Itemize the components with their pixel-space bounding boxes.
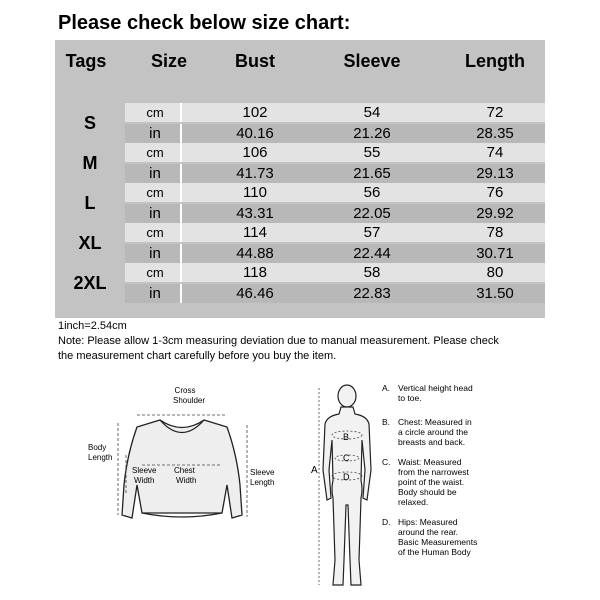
length-value: 74 — [486, 144, 504, 161]
unit-label: in — [149, 165, 161, 182]
size-chart-table — [55, 40, 545, 318]
marker-b: B — [343, 432, 350, 442]
length-value: 31.50 — [476, 285, 514, 302]
header-sleeve: Sleeve — [343, 50, 401, 71]
length-value: 28.35 — [476, 125, 514, 142]
body-measurement-diagram — [305, 380, 385, 595]
chest-width-label-2: Width — [176, 476, 197, 485]
sleeve-length-label-2: Length — [250, 478, 275, 487]
legend-text — [398, 383, 473, 403]
legend-item — [382, 417, 472, 447]
legend-line: breasts and back. — [398, 437, 466, 447]
legend-item — [382, 517, 477, 557]
legend-line: Body should be — [398, 487, 457, 497]
legend-line: a circle around the — [398, 427, 468, 437]
bust-value: 40.16 — [236, 125, 274, 142]
bust-value: 41.73 — [236, 165, 274, 182]
bust-value: 110 — [243, 184, 267, 201]
marker-a: A — [311, 465, 318, 476]
header-tags: Tags — [65, 50, 107, 71]
legend-text — [398, 517, 477, 557]
column-separator — [180, 183, 182, 202]
legend-text — [398, 417, 472, 447]
legend-line: point of the waist. — [398, 477, 465, 487]
legend-line: Basic Measurements — [398, 537, 478, 547]
bust-value: 106 — [242, 144, 268, 161]
legend-line: from the narrowest — [398, 467, 469, 477]
unit-label: in — [149, 205, 161, 222]
sleeve-value: 21.26 — [353, 125, 391, 142]
sleeve-value: 22.83 — [353, 285, 391, 302]
length-value: 72 — [486, 104, 504, 121]
unit-conversion: 1inch=2.54cm — [58, 320, 127, 332]
bust-value: 44.88 — [236, 245, 274, 262]
legend-line: Waist: Measured — [398, 457, 462, 467]
note-line-1: Note: Please allow 1-3cm measuring deviation due to manual measurement. Please check — [58, 335, 499, 347]
unit-label: cm — [146, 265, 164, 280]
garment-measurement-diagram — [82, 385, 282, 555]
size-tag: L — [84, 192, 96, 213]
column-separator — [180, 124, 182, 143]
sleeve-value: 56 — [363, 184, 381, 201]
note-line-2: the measurement chart carefully before you buy the item. — [58, 350, 337, 362]
bust-value: 43.31 — [236, 205, 274, 222]
sleeve-value: 22.05 — [353, 205, 391, 222]
column-separator — [180, 204, 182, 223]
size-tag: 2XL — [73, 272, 107, 293]
sleeve-value: 57 — [363, 224, 381, 241]
length-value: 30.71 — [476, 245, 514, 262]
legend-letter: D. — [382, 517, 391, 527]
size-tag: XL — [78, 232, 102, 253]
sleeve-width-label: Sleeve — [132, 466, 157, 475]
unit-label: cm — [146, 145, 164, 160]
unit-label: in — [149, 125, 161, 142]
unit-label: cm — [146, 185, 164, 200]
length-value: 29.92 — [476, 205, 514, 222]
legend-letter: B. — [382, 417, 391, 427]
legend-line: Hips: Measured — [398, 517, 458, 527]
column-separator — [180, 143, 182, 162]
length-value: 29.13 — [476, 165, 514, 182]
cross-shoulder-label: Cross — [174, 386, 196, 395]
unit-label: in — [149, 245, 161, 262]
legend-line: relaxed. — [398, 497, 429, 507]
sleeve-value: 55 — [363, 144, 381, 161]
column-separator — [180, 164, 182, 183]
legend-letter: A. — [382, 383, 391, 393]
column-separator — [180, 284, 182, 303]
length-value: 78 — [486, 224, 504, 241]
size-tag: M — [82, 152, 98, 173]
legend-line: Vertical height head — [398, 383, 473, 393]
length-value: 76 — [486, 184, 504, 201]
sleeve-value: 22.44 — [353, 245, 391, 262]
legend-letter: C. — [382, 457, 391, 467]
sleeve-value: 58 — [363, 264, 381, 281]
column-separator — [180, 223, 182, 242]
sleeve-width-label-2: Width — [134, 476, 155, 485]
column-separator — [180, 103, 182, 122]
cross-shoulder-label-2: Shoulder — [172, 396, 206, 405]
legend-item — [382, 383, 473, 403]
body-length-label: Body — [88, 443, 107, 452]
length-value: 80 — [486, 264, 504, 281]
size-tag: S — [83, 112, 96, 133]
sleeve-value: 54 — [363, 104, 381, 121]
header-length: Length — [465, 50, 525, 71]
sleeve-length-label: Sleeve — [250, 468, 275, 477]
column-separator — [180, 263, 182, 282]
unit-label: in — [149, 285, 161, 302]
bust-value: 46.46 — [236, 285, 274, 302]
unit-label: cm — [146, 105, 164, 120]
legend-text — [398, 457, 469, 507]
legend-line: Chest: Measured in — [398, 417, 472, 427]
bust-value: 118 — [243, 264, 267, 281]
page-title: Please check below size chart: — [58, 12, 351, 34]
bust-value: 114 — [243, 224, 267, 241]
marker-d: D — [343, 472, 350, 482]
unit-label: cm — [146, 225, 164, 240]
chest-width-label: Chest — [174, 466, 195, 475]
body-length-label-2: Length — [88, 453, 113, 462]
marker-c: C — [343, 453, 350, 463]
header-bust: Bust — [235, 50, 275, 71]
legend-item — [382, 457, 469, 507]
bust-value: 102 — [242, 104, 268, 121]
sleeve-value: 21.65 — [353, 165, 391, 182]
legend-line: to toe. — [398, 393, 422, 403]
column-separator — [180, 244, 182, 263]
legend-line: around the rear. — [398, 527, 459, 537]
legend-line: of the Human Body — [398, 547, 471, 557]
header-size: Size — [150, 50, 188, 71]
